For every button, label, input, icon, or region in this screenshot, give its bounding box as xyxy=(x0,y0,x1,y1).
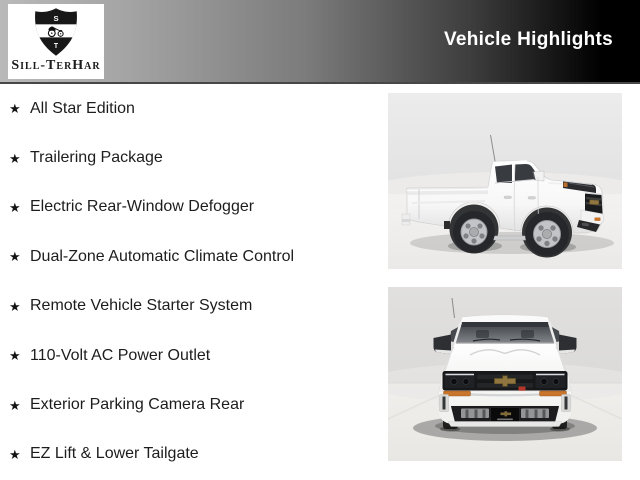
features-list xyxy=(0,84,384,479)
star-bullet-icon: ★ xyxy=(9,199,21,215)
feature-item xyxy=(0,84,384,133)
star-bullet-icon: ★ xyxy=(9,298,21,314)
header-banner xyxy=(0,0,640,84)
feature-label: Electric Rear-Window Defogger xyxy=(30,198,255,216)
pickup-front-illustration xyxy=(388,287,622,461)
star-bullet-icon: ★ xyxy=(9,397,21,413)
roof xyxy=(460,315,550,323)
feature-item xyxy=(0,380,384,429)
feature-label: Remote Vehicle Starter System xyxy=(30,297,253,315)
pickup-side-illustration xyxy=(388,93,622,269)
page-title: Vehicle Highlights xyxy=(443,29,613,50)
feature-label: Exterior Parking Camera Rear xyxy=(30,396,245,414)
star-bullet-icon: ★ xyxy=(9,446,21,462)
star-bullet-icon: ★ xyxy=(9,249,21,265)
feature-item xyxy=(0,232,384,281)
feature-label: EZ Lift & Lower Tailgate xyxy=(30,445,199,463)
shield-letter-top: S xyxy=(53,13,59,23)
dealer-logo xyxy=(8,4,104,79)
vehicle-photo-side xyxy=(388,93,622,269)
dealer-shield-icon xyxy=(33,7,79,57)
feature-item xyxy=(0,183,384,232)
dealer-name: Sill-TerHar xyxy=(11,58,101,73)
bowtie-emblem xyxy=(589,200,599,205)
feature-item xyxy=(0,331,384,380)
feature-item xyxy=(0,133,384,182)
feature-label: 110-Volt AC Power Outlet xyxy=(30,346,211,364)
rear-wheel xyxy=(453,211,495,253)
bumper-marker xyxy=(595,218,601,221)
star-bullet-icon: ★ xyxy=(9,348,21,364)
star-bullet-icon: ★ xyxy=(9,101,21,117)
feature-label: Trailering Package xyxy=(30,149,163,167)
feature-label: Dual-Zone Automatic Climate Control xyxy=(30,247,295,265)
front-wheel xyxy=(525,212,569,256)
feature-item xyxy=(0,282,384,331)
vehicle-photo-front xyxy=(388,287,622,461)
z71-badge xyxy=(519,387,526,391)
feature-label: All Star Edition xyxy=(30,99,135,117)
star-bullet-icon: ★ xyxy=(9,150,21,166)
feature-item xyxy=(0,430,384,479)
shield-letter-bottom: T xyxy=(53,43,59,51)
